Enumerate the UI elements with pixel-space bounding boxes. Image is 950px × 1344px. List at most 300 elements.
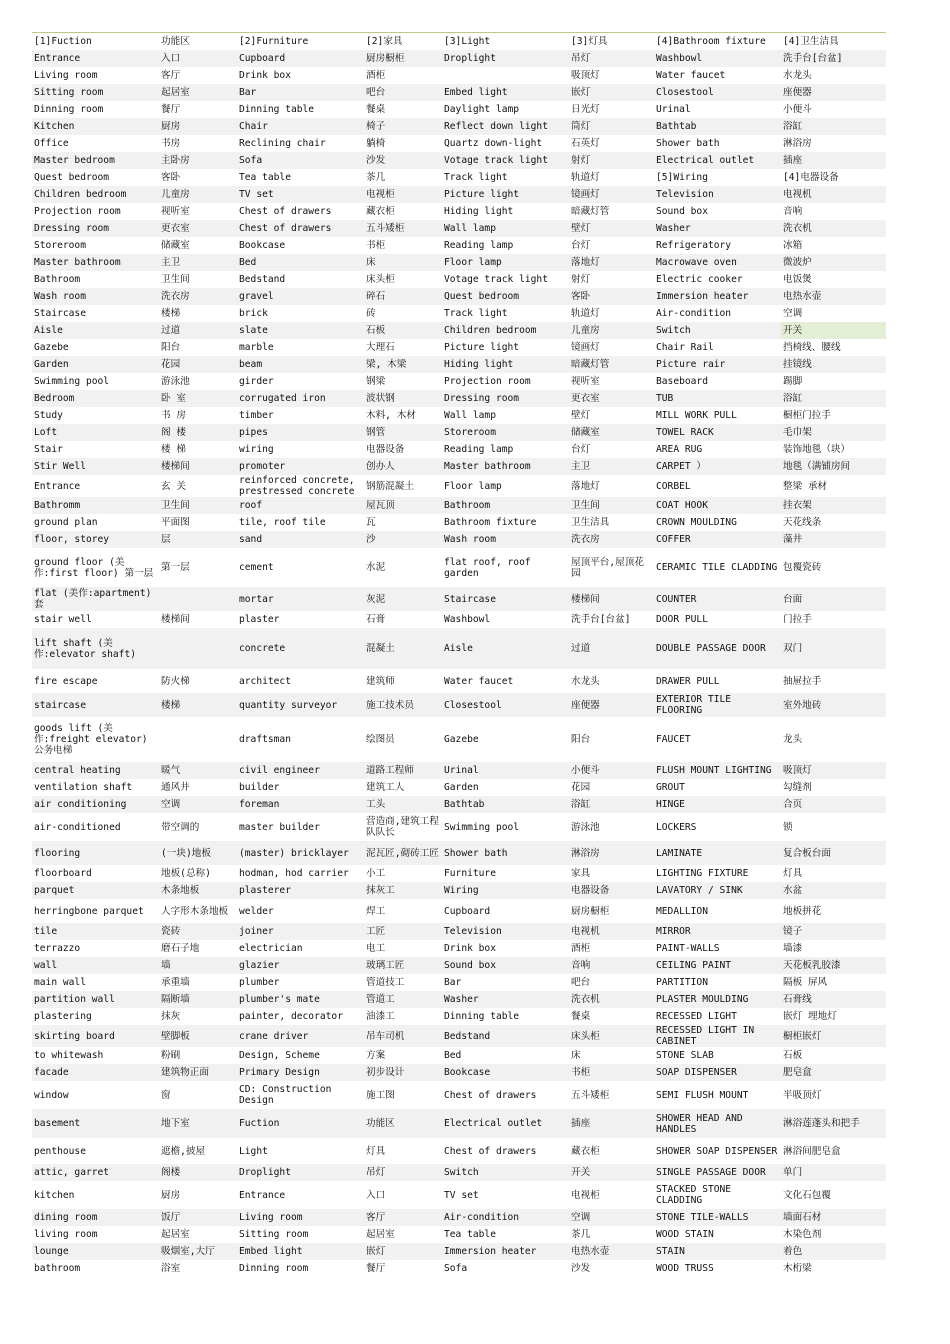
cell-bathroom-en: CROWN MOULDING (656, 517, 737, 528)
cell-furniture-en: Living room (237, 1209, 364, 1226)
cell-function-zh: 更衣室 (159, 220, 237, 237)
cell-light-zh: 沙发 (571, 1263, 591, 1274)
cell-light-zh: 视听室 (571, 376, 600, 387)
cell-function-zh: 楼梯间 (161, 614, 190, 625)
cell-bathroom-zh: 电热水壶 (781, 288, 886, 305)
cell-light-zh: 电热水壶 (569, 1243, 654, 1260)
cell-function-en: kitchen (34, 1189, 75, 1201)
cell-furniture-zh: 餐桌 (366, 104, 386, 115)
table-row (32, 779, 886, 796)
cell-furniture-zh: 建筑工人 (366, 782, 405, 793)
cell-furniture-en: Entrance (239, 1189, 286, 1201)
cell-bathroom-zh: 墙漆 (783, 943, 803, 954)
cell-function-en: Storeroom (34, 240, 86, 251)
cell-furniture-en: Embed light (237, 1243, 364, 1260)
cell-light-zh: 镜画灯 (569, 186, 654, 203)
cell-furniture-zh: 工匠 (364, 923, 442, 940)
cell-furniture-en: Fuction (237, 1109, 364, 1138)
cell-function-zh: 饭厅 (159, 1209, 237, 1226)
cell-light-zh: 家具 (571, 868, 591, 879)
cell-light-zh: 卫生洁具 (571, 517, 610, 528)
cell-light-en: Wall lamp (442, 220, 569, 237)
cell-furniture-zh: 木料, 木材 (366, 410, 416, 421)
cell-light-en: Floor lamp (442, 254, 569, 271)
cell-bathroom-en: Immersion heater (654, 288, 781, 305)
table-row (32, 152, 886, 169)
cell-light-en: Projection room (444, 376, 531, 387)
cell-function-zh: 过道 (159, 322, 237, 339)
cell-light-zh: 酒柜 (571, 943, 591, 954)
cell-bathroom-zh: 着色 (781, 1243, 886, 1260)
cell-bathroom-en: Refrigeratory (656, 240, 732, 251)
cell-function-zh: 粉刷 (161, 1050, 181, 1061)
cell-light-en: Sofa (444, 1263, 468, 1274)
cell-function-zh: 起居室 (161, 1229, 190, 1240)
cell-bathroom-en: Electric cooker (656, 274, 743, 285)
table-row (32, 407, 886, 424)
cell-function-zh: 儿童房 (159, 186, 237, 203)
cell-light-zh: 储藏室 (569, 424, 654, 441)
cell-light-zh: 屋顶平台,屋顶花园 (571, 556, 644, 579)
cell-bathroom-en: STONE SLAB (656, 1050, 714, 1061)
cell-function-en: ventilation shaft (34, 782, 133, 793)
cell-light-en (442, 67, 569, 84)
cell-function-en: central heating (32, 762, 159, 779)
table-row (32, 940, 886, 957)
cell-light-en: Picture light (442, 186, 569, 203)
cell-function-en: partition wall (32, 991, 159, 1008)
cell-function-zh: 磨石子地 (161, 943, 200, 954)
cell-bathroom-zh: 橱柜嵌灯 (781, 1025, 886, 1047)
cell-bathroom-en: Television (654, 186, 781, 203)
cell-light-en: Gazebe (444, 734, 479, 745)
cell-furniture-en: plumber (239, 977, 280, 988)
cell-function-en: skirting board (32, 1025, 159, 1047)
cell-bathroom-en: COUNTER (654, 587, 781, 611)
cell-furniture-zh: 灰泥 (364, 587, 442, 611)
cell-bathroom-zh: 文化石包覆 (783, 1189, 831, 1201)
cell-bathroom-en: DRAWER PULL (656, 675, 720, 687)
cell-bathroom-en: Macrowave oven (654, 254, 781, 271)
cell-function-en: Bedroom (32, 390, 159, 407)
cell-light-zh: 客卧 (569, 288, 654, 305)
cell-furniture-zh: 建筑师 (366, 675, 395, 687)
cell-bathroom-zh: 半吸顶灯 (783, 1089, 822, 1101)
cell-bathroom-zh: 橱柜门拉手 (783, 410, 831, 421)
cell-function-zh: 暖气 (159, 762, 237, 779)
cell-bathroom-zh: 木染色剂 (783, 1229, 822, 1240)
cell-function-zh: 浴室 (161, 1263, 181, 1274)
cell-furniture-zh: 梁, 木梁 (364, 356, 442, 373)
cell-function-zh: 功能区 (161, 36, 190, 47)
cell-light-zh: 日光灯 (571, 104, 600, 115)
cell-light-zh: 嵌灯 (569, 84, 654, 101)
cell-light-en: [3]Light (444, 36, 491, 47)
cell-light-zh: 电视柜 (571, 1189, 600, 1201)
cell-light-zh: 藏衣柜 (571, 1145, 600, 1157)
cell-furniture-en: Light (239, 1145, 268, 1157)
cell-function-en: air conditioning (32, 796, 159, 813)
cell-light-en: Wash room (442, 531, 569, 548)
table-row (32, 373, 886, 390)
cell-bathroom-en: DOUBLE PASSAGE DOOR (654, 628, 781, 669)
cell-function-zh: 壁脚板 (159, 1025, 237, 1047)
cell-function-zh: 层 (159, 531, 237, 548)
cell-light-en: Wall lamp (444, 410, 496, 421)
cell-furniture-zh: 抹灰工 (364, 882, 442, 899)
cell-furniture-en: builder (239, 782, 280, 793)
cell-function-en: window (34, 1089, 69, 1101)
cell-furniture-en: Bar (237, 84, 364, 101)
cell-function-en: main wall (34, 977, 86, 988)
cell-function-zh: 洗衣房 (159, 288, 237, 305)
table-row (32, 1081, 886, 1109)
cell-bathroom-zh: 水盆 (781, 882, 886, 899)
cell-bathroom-zh: 浴缸 (781, 118, 886, 135)
cell-light-zh: 轨道灯 (571, 172, 600, 183)
table-row (32, 1109, 886, 1138)
cell-function-en: stair well (34, 614, 92, 625)
cell-furniture-en: pipes (237, 424, 364, 441)
cell-light-en: Drink box (444, 943, 496, 954)
table-row (32, 339, 886, 356)
cell-furniture-zh: 钢筋混凝土 (366, 480, 414, 492)
cell-furniture-zh: 管道工 (364, 991, 442, 1008)
cell-function-zh: 楼梯 (159, 693, 237, 717)
cell-function-en: air-conditioned (34, 821, 121, 833)
cell-bathroom-en: [5]Wiring (656, 172, 708, 183)
cell-light-zh: 空调 (569, 1209, 654, 1226)
cell-bathroom-zh: 木桁梁 (783, 1263, 812, 1274)
cell-light-en: Sound box (442, 957, 569, 974)
table-row (32, 882, 886, 899)
cell-function-zh: 窗 (161, 1089, 171, 1101)
cell-function-en: Dinning room (34, 104, 104, 115)
table-row (32, 458, 886, 475)
cell-furniture-en: Droplight (237, 1164, 364, 1181)
cell-function-zh: 空调 (159, 796, 237, 813)
cell-light-zh: 厨房橱柜 (571, 905, 610, 917)
cell-bathroom-en: TOWEL RACK (654, 424, 781, 441)
table-row (32, 220, 886, 237)
cell-furniture-zh: 砖 (366, 308, 376, 319)
cell-light-en: Dinning table (444, 1011, 520, 1022)
cell-light-zh: 书柜 (569, 1064, 654, 1081)
cell-furniture-zh: 施工技术员 (364, 693, 442, 717)
table-row (32, 717, 886, 762)
cell-light-en: Reading lamp (444, 444, 514, 455)
cell-function-zh: 建筑物正面 (159, 1064, 237, 1081)
cell-furniture-en: civil engineer (237, 762, 364, 779)
cell-function-zh: 游泳池 (161, 376, 190, 387)
table-row (32, 841, 886, 865)
cell-furniture-en: girder (239, 376, 274, 387)
cell-bathroom-zh: 室外地砖 (781, 693, 886, 717)
cell-bathroom-en: CARPET ） (654, 458, 781, 475)
cell-bathroom-zh: 吸顶灯 (781, 762, 886, 779)
cell-bathroom-en: Water faucet (656, 70, 726, 81)
cell-light-en: Chest of drawers (444, 1089, 537, 1101)
cell-function-en: living room (34, 1229, 98, 1240)
table-row (32, 1226, 886, 1243)
cell-bathroom-zh: 地板拼花 (783, 905, 822, 917)
cell-bathroom-zh: 淋浴莲蓬头和把手 (781, 1109, 886, 1138)
cell-light-zh: 主卫 (569, 458, 654, 475)
cell-furniture-en: reinforced concrete, prestressed concrete (239, 475, 355, 497)
cell-light-en: Bathroom fixture (444, 517, 537, 528)
cell-light-en: Electrical outlet (442, 1109, 569, 1138)
cell-bathroom-zh: 座便器 (781, 84, 886, 101)
cell-furniture-en: [2]Furniture (239, 36, 309, 47)
cell-function-en: goods lift (美作:freight elevator) 公务电梯 (34, 723, 148, 756)
cell-function-en: Study (34, 410, 63, 421)
cell-function-zh: 卧 室 (159, 390, 237, 407)
cell-bathroom-en: Picture rair (654, 356, 781, 373)
cell-light-en: Switch (442, 1164, 569, 1181)
cell-furniture-zh: 油漆工 (366, 1011, 395, 1022)
cell-light-zh: 吸顶灯 (571, 70, 600, 81)
cell-furniture-en: plasterer (237, 882, 364, 899)
cell-light-en: flat roof, roof garden (444, 556, 531, 579)
cell-furniture-en: roof (237, 497, 364, 514)
cell-furniture-zh: 方案 (366, 1050, 386, 1061)
cell-bathroom-en: PARTITION (656, 977, 708, 988)
cell-bathroom-en: Switch (654, 322, 781, 339)
cell-function-zh: 人字形木条地板 (161, 905, 229, 917)
cell-furniture-zh: 餐厅 (366, 1263, 386, 1274)
cell-furniture-en: sand (237, 531, 364, 548)
cell-bathroom-zh: 插座 (781, 152, 886, 169)
cell-light-en: Dressing room (442, 390, 569, 407)
cell-bathroom-en: Washbowl (654, 50, 781, 67)
cell-light-zh: 洗衣机 (569, 991, 654, 1008)
cell-bathroom-en: STACKED STONE CLADDING (656, 1184, 732, 1206)
table-row (32, 497, 886, 514)
cell-furniture-zh: 营造商,建筑工程队队长 (366, 816, 439, 838)
table-row (32, 322, 886, 339)
cell-light-en: Television (442, 923, 569, 940)
cell-function-en: floorboard (34, 868, 92, 879)
table-row (32, 50, 886, 67)
table-row (32, 587, 886, 611)
cell-furniture-zh: 石膏 (366, 614, 386, 625)
table-row (32, 628, 886, 669)
cell-bathroom-zh: 挂镜线 (781, 356, 886, 373)
cell-bathroom-zh: 冰箱 (783, 240, 803, 251)
cell-light-zh: 电视机 (569, 923, 654, 940)
cell-furniture-en: foreman (237, 796, 364, 813)
cell-bathroom-zh: 毛巾架 (781, 424, 886, 441)
cell-function-zh: 带空调的 (161, 821, 200, 833)
cell-function-en: flat (美作:apartment) 套 (32, 587, 159, 611)
cell-light-en: Bedstand (442, 1025, 569, 1047)
cell-light-en: Furniture (444, 868, 496, 879)
cell-function-zh: 主卧房 (159, 152, 237, 169)
cell-furniture-zh: 椅子 (364, 118, 442, 135)
cell-function-en: Office (34, 138, 69, 149)
table-row (32, 693, 886, 717)
table-row (32, 356, 886, 373)
cell-function-en: bathroom (34, 1263, 81, 1274)
table-row (32, 531, 886, 548)
cell-bathroom-en: WOOD STAIN (656, 1229, 714, 1240)
cell-function-zh: 餐厅 (161, 104, 181, 115)
cell-bathroom-zh: [4]卫生洁具 (783, 36, 839, 47)
cell-function-en: ground plan (34, 517, 98, 528)
cell-bathroom-en: STONE TILE-WALLS (654, 1209, 781, 1226)
cell-furniture-en: brick (239, 308, 268, 319)
cell-bathroom-en: MIRROR (654, 923, 781, 940)
cell-bathroom-en: CERAMIC TILE CLADDING (656, 562, 778, 573)
table-row (32, 923, 886, 940)
cell-light-zh: 淋浴房 (569, 841, 654, 865)
table-row (32, 475, 886, 497)
cell-bathroom-en: Closestool (654, 84, 781, 101)
cell-bathroom-en: RECESSED LIGHT IN CABINET (654, 1025, 781, 1047)
cell-furniture-en: Dinning room (239, 1263, 309, 1274)
cell-light-zh: [3]灯具 (571, 36, 608, 47)
table-row (32, 796, 886, 813)
cell-light-zh: 茶几 (571, 1229, 591, 1240)
cell-function-zh (159, 628, 237, 669)
table-row (32, 899, 886, 923)
cell-furniture-zh: 瓦 (366, 517, 376, 528)
cell-function-zh: 厨房 (161, 1189, 181, 1201)
cell-function-zh: 楼 梯 (161, 444, 186, 455)
cell-function-en: to whitewash (34, 1050, 104, 1061)
table-row (32, 67, 886, 84)
cell-light-en: Bookcase (442, 1064, 569, 1081)
cell-function-en: Aisle (32, 322, 159, 339)
cell-light-zh: 游泳池 (571, 821, 600, 833)
cell-bathroom-zh: 肥皂盒 (781, 1064, 886, 1081)
cell-furniture-zh: 五斗矮柜 (364, 220, 442, 237)
cell-light-en: Washbowl (444, 614, 491, 625)
table-row (32, 101, 886, 118)
cell-furniture-zh: 焊工 (366, 905, 386, 917)
table-row (32, 611, 886, 628)
cell-function-en: ground floor (美作:first floor) 第一层 (34, 556, 154, 579)
cell-function-zh: 防火梯 (161, 675, 190, 687)
cell-bathroom-en: Chair Rail (656, 342, 714, 353)
cell-light-zh: 卫生间 (569, 497, 654, 514)
cell-furniture-zh: 电工 (366, 943, 386, 954)
cell-bathroom-zh: 挂衣架 (781, 497, 886, 514)
cell-furniture-en: cement (239, 562, 274, 573)
cell-light-zh: 餐桌 (571, 1011, 591, 1022)
cell-function-zh: 平面图 (161, 517, 190, 528)
cell-furniture-zh: 嵌灯 (364, 1243, 442, 1260)
cell-function-en: lift shaft (美作:elevator shaft) (32, 628, 159, 669)
cell-function-en: floor, storey (32, 531, 159, 548)
cell-light-zh: 水龙头 (571, 675, 600, 687)
cell-bathroom-zh: 整梁 承材 (783, 480, 828, 492)
cell-function-zh: 书 房 (161, 410, 186, 421)
cell-function-en: flooring (32, 841, 159, 865)
cell-light-zh: 台灯 (571, 444, 591, 455)
cell-light-zh: 落地灯 (571, 480, 600, 492)
cell-bathroom-en: WOOD TRUSS (656, 1263, 714, 1274)
cell-function-zh: 阁 楼 (159, 424, 237, 441)
cell-furniture-en: corrugated iron (237, 390, 364, 407)
cell-bathroom-zh: 镜子 (781, 923, 886, 940)
cell-light-en: Washer (442, 991, 569, 1008)
cell-furniture-zh: 床头柜 (366, 274, 395, 285)
cell-light-zh: 落地灯 (569, 254, 654, 271)
cell-function-zh: 入口 (159, 50, 237, 67)
cell-function-zh: 客卧 (161, 172, 181, 183)
cell-bathroom-en: AREA RUG (656, 444, 703, 455)
cell-bathroom-en: LIGHTING FIXTURE (656, 868, 749, 879)
cell-function-en: Staircase (34, 308, 86, 319)
cell-bathroom-zh: 包覆瓷砖 (783, 562, 822, 573)
cell-function-en: Stair (34, 444, 63, 455)
table-row (32, 305, 886, 322)
table-row (32, 813, 886, 841)
cell-furniture-en: Bedstand (239, 274, 286, 285)
cell-light-zh: 台灯 (571, 240, 591, 251)
cell-light-zh: 五斗矮柜 (571, 1089, 610, 1101)
cell-bathroom-en: PLASTER MOULDING (654, 991, 781, 1008)
table-row (32, 1047, 886, 1064)
cell-function-zh: 地板(总称) (161, 868, 211, 879)
cell-function-zh: 花园 (159, 356, 237, 373)
cell-bathroom-zh: 地毯（满铺房间 (781, 458, 886, 475)
cell-bathroom-zh: 灯具 (783, 868, 803, 879)
cell-furniture-zh: 水泥 (366, 562, 386, 573)
cell-furniture-zh: 钢管 (364, 424, 442, 441)
cell-light-en: Closestool (442, 693, 569, 717)
table-row (32, 1064, 886, 1081)
cell-bathroom-zh: 龙头 (783, 734, 803, 745)
cell-bathroom-en: COFFER (654, 531, 781, 548)
cell-furniture-zh: 躺椅 (366, 138, 386, 149)
cell-function-en: lounge (32, 1243, 159, 1260)
cell-function-zh: 楼梯间 (159, 458, 237, 475)
cell-furniture-en: master builder (239, 821, 320, 833)
cell-bathroom-zh: 小便斗 (783, 104, 812, 115)
cell-furniture-zh: 吊灯 (364, 1164, 442, 1181)
cell-furniture-zh: 书柜 (366, 240, 386, 251)
cell-bathroom-zh: 洗衣机 (781, 220, 886, 237)
cell-light-en: Hiding light (442, 356, 569, 373)
vocabulary-table-body (32, 33, 886, 1277)
cell-bathroom-zh: 隔板 屏风 (783, 977, 828, 988)
cell-function-en: Living room (34, 70, 98, 81)
cell-light-zh: 阳台 (571, 734, 591, 745)
cell-bathroom-zh: 挡椅线、腰线 (783, 342, 841, 353)
cell-function-zh: 主卫 (159, 254, 237, 271)
cell-function-zh: 隔断墙 (159, 991, 237, 1008)
cell-function-en: parquet (32, 882, 159, 899)
cell-furniture-en: hodman, hod carrier (239, 868, 349, 879)
cell-furniture-zh: 绘图员 (366, 734, 395, 745)
cell-function-en: Quest bedroom (34, 172, 110, 183)
cell-furniture-zh: 吧台 (364, 84, 442, 101)
cell-bathroom-en: STAIN (654, 1243, 781, 1260)
cell-furniture-zh: 混凝土 (364, 628, 442, 669)
cell-bathroom-en: TUB (654, 390, 781, 407)
cell-furniture-en: draftsman (239, 734, 291, 745)
cell-bathroom-en: FAUCET (656, 734, 691, 745)
table-row (32, 1181, 886, 1209)
table-row (32, 288, 886, 305)
cell-function-en: attic, garret (32, 1164, 159, 1181)
cell-light-en: Master bathroom (442, 458, 569, 475)
cell-furniture-en: glazier (237, 957, 364, 974)
cell-function-en: Entrance (34, 480, 81, 492)
cell-light-zh: 小便斗 (569, 762, 654, 779)
